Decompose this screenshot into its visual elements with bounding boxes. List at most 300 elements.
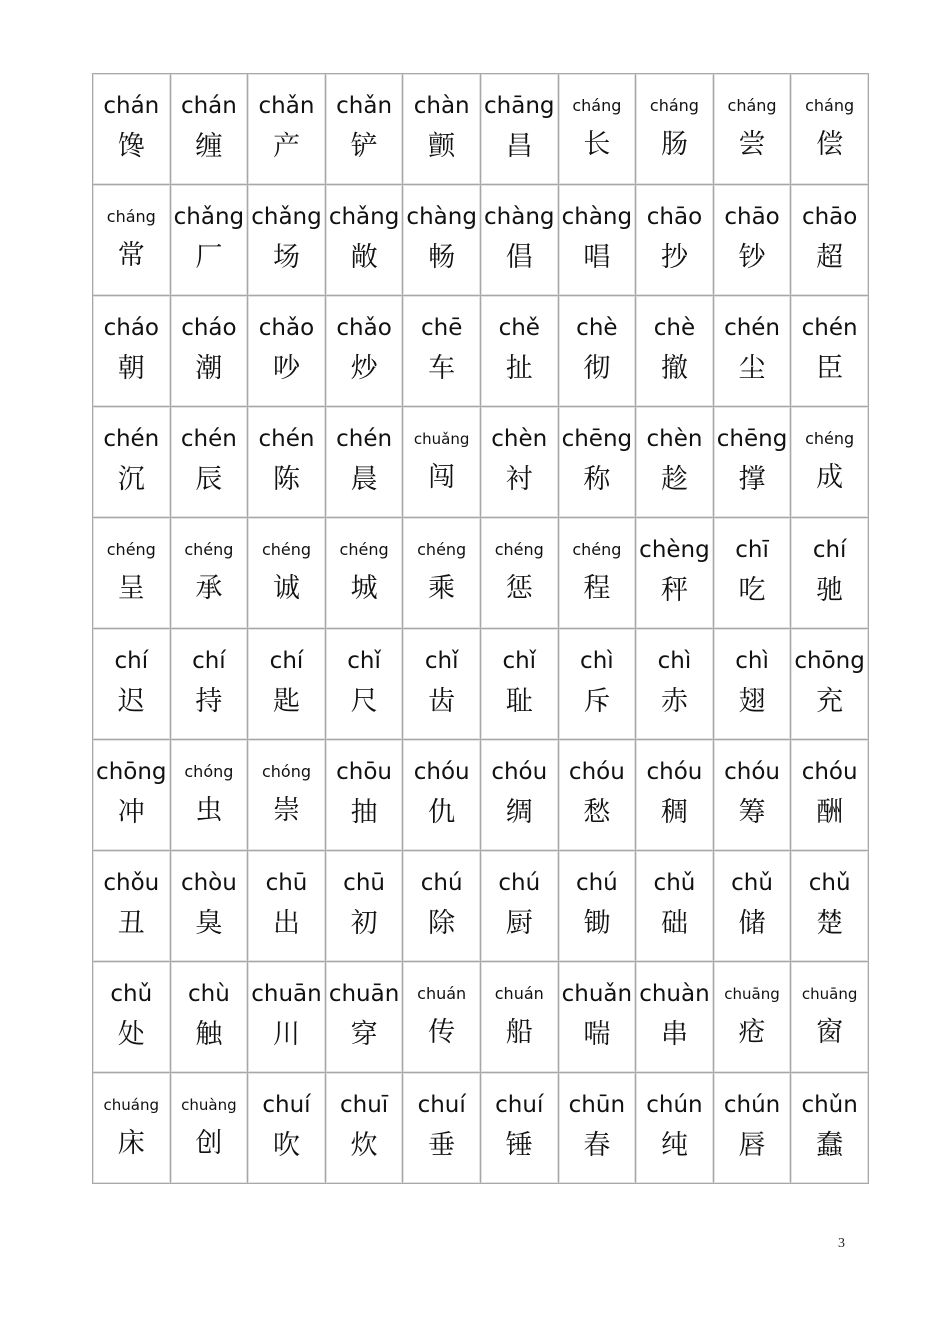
pinyin-label: chú: [575, 870, 618, 896]
pinyin-label: chè: [576, 315, 618, 341]
pinyin-label: chàn: [413, 93, 470, 119]
pinyin-label: chén: [801, 315, 858, 341]
hanzi-character: 耻: [505, 686, 533, 717]
table-row: [93, 518, 869, 629]
pinyin-label: chuī: [339, 1092, 389, 1118]
hanzi-character: 出: [272, 908, 300, 939]
hanzi-character: 倡: [505, 242, 533, 273]
hanzi-character: 疮: [738, 1017, 766, 1048]
character-cell: [558, 740, 636, 851]
character-cell: [558, 518, 636, 629]
hanzi-character: 昌: [505, 131, 533, 162]
table-row: [93, 962, 869, 1073]
pinyin-label: chéng: [339, 540, 389, 559]
character-cell: [480, 185, 558, 296]
pinyin-label: chǎng: [328, 204, 400, 230]
hanzi-character: 尘: [738, 353, 766, 384]
pinyin-label: chǐ: [347, 648, 381, 674]
character-cell: [248, 185, 326, 296]
pinyin-label: chén: [336, 426, 393, 452]
character-cell: [713, 407, 791, 518]
pinyin-label: chéng: [494, 540, 544, 559]
character-cell: [636, 185, 714, 296]
character-cell: [480, 629, 558, 740]
hanzi-character: 撤: [660, 353, 688, 384]
character-cell: [480, 407, 558, 518]
pinyin-label: chí: [269, 648, 304, 674]
pinyin-label: chàng: [561, 204, 633, 230]
character-cell: [93, 296, 171, 407]
pinyin-label: chuán: [417, 984, 467, 1003]
hanzi-character: 陈: [272, 464, 300, 495]
character-cell: [93, 851, 171, 962]
hanzi-character: 厂: [195, 242, 223, 273]
character-cell: [93, 185, 171, 296]
pinyin-label: chī: [735, 537, 769, 563]
character-cell: [558, 629, 636, 740]
pinyin-label: chì: [580, 648, 614, 674]
pinyin-label: chuǎn: [561, 981, 633, 1007]
character-cell: [170, 740, 248, 851]
pinyin-label: chuǎng: [413, 430, 470, 448]
character-cell: [791, 185, 869, 296]
pinyin-label: chǒu: [103, 870, 160, 896]
hanzi-character: 持: [195, 686, 223, 717]
character-cell: [248, 1073, 326, 1184]
character-cell: [170, 296, 248, 407]
pinyin-label: chǎo: [258, 315, 315, 341]
character-cell: [558, 962, 636, 1073]
character-cell: [791, 851, 869, 962]
pinyin-label: chú: [498, 870, 541, 896]
pinyin-label: chuán: [494, 984, 544, 1003]
hanzi-character: 趁: [660, 464, 688, 495]
pinyin-label: chōng: [96, 759, 167, 785]
hanzi-character: 崇: [272, 795, 300, 826]
pinyin-label: chēng: [561, 426, 633, 452]
pinyin-label: cháo: [181, 315, 237, 341]
character-cell: [558, 851, 636, 962]
pinyin-label: chéng: [106, 540, 156, 559]
character-cell: [480, 962, 558, 1073]
hanzi-character: 称: [583, 464, 611, 495]
pinyin-label: chuān: [328, 981, 400, 1007]
pinyin-label: chè: [653, 315, 696, 341]
pinyin-label: chén: [180, 426, 237, 452]
table-body: [93, 74, 869, 1184]
character-cell: [713, 740, 791, 851]
character-cell: [325, 962, 403, 1073]
character-cell: [480, 740, 558, 851]
hanzi-character: 储: [738, 908, 766, 939]
pinyin-label: chì: [657, 648, 692, 674]
hanzi-character: 常: [117, 240, 145, 271]
pinyin-label: cháng: [649, 96, 699, 115]
character-cell: [558, 407, 636, 518]
pinyin-label: chéng: [572, 540, 622, 559]
pinyin-label: chuàn: [639, 981, 710, 1007]
character-cell: [713, 296, 791, 407]
hanzi-character: 斥: [583, 686, 611, 717]
character-cell: [325, 185, 403, 296]
hanzi-character: 炒: [350, 353, 378, 384]
hanzi-character: 扯: [505, 353, 533, 384]
hanzi-character: 衬: [505, 464, 533, 495]
character-cell: [325, 518, 403, 629]
pinyin-label: chāng: [484, 93, 555, 119]
character-cell: [403, 740, 481, 851]
hanzi-character: 秤: [660, 575, 688, 606]
character-cell: [713, 851, 791, 962]
hanzi-character: 彻: [583, 353, 611, 384]
pinyin-label: chuí: [417, 1092, 466, 1118]
table-row: [93, 296, 869, 407]
pinyin-label: chāo: [801, 204, 858, 230]
hanzi-character: 迟: [117, 686, 145, 717]
pinyin-label: chéng: [184, 540, 234, 559]
table-row: [93, 1073, 869, 1184]
table-row: [93, 407, 869, 518]
hanzi-character: 穿: [350, 1019, 378, 1050]
pinyin-label: chù: [187, 981, 230, 1007]
pinyin-label: cháng: [805, 96, 855, 115]
character-cell: [403, 629, 481, 740]
character-cell: [170, 962, 248, 1073]
pinyin-label: chéng: [805, 429, 855, 448]
character-cell: [248, 296, 326, 407]
hanzi-character: 酬: [816, 797, 844, 828]
hanzi-character: 臣: [816, 353, 844, 384]
pinyin-label: chóu: [724, 759, 780, 785]
pinyin-label: chéng: [261, 540, 312, 559]
character-cell: [403, 518, 481, 629]
hanzi-character: 础: [660, 908, 688, 939]
hanzi-character: 锄: [583, 908, 611, 939]
character-cell: [558, 185, 636, 296]
hanzi-character: 尝: [738, 129, 766, 160]
character-cell: [480, 296, 558, 407]
hanzi-character: 除: [428, 908, 456, 939]
hanzi-character: 产: [272, 131, 300, 162]
hanzi-character: 春: [583, 1130, 611, 1161]
character-cell: [791, 962, 869, 1073]
pinyin-label: chàng: [406, 204, 477, 230]
character-cell: [325, 407, 403, 518]
pinyin-label: chě: [498, 315, 540, 341]
hanzi-character: 超: [816, 242, 844, 273]
character-cell: [480, 851, 558, 962]
pinyin-label: chū: [343, 870, 385, 896]
character-cell: [170, 518, 248, 629]
pinyin-label: chí: [812, 537, 847, 563]
character-cell: [636, 1073, 714, 1184]
hanzi-character: 唇: [738, 1130, 766, 1161]
character-cell: [791, 407, 869, 518]
character-cell: [713, 962, 791, 1073]
hanzi-character: 蠢: [816, 1130, 844, 1161]
character-cell: [636, 851, 714, 962]
pinyin-label: chéng: [417, 540, 467, 559]
pinyin-label: chōu: [336, 759, 393, 785]
hanzi-character: 程: [583, 573, 611, 604]
pinyin-label: chí: [114, 648, 149, 674]
pinyin-label: chūn: [568, 1092, 626, 1118]
hanzi-character: 楚: [816, 908, 844, 939]
hanzi-character: 锤: [505, 1130, 533, 1161]
hanzi-character: 绸: [505, 797, 533, 828]
character-cell: [170, 74, 248, 185]
pinyin-character-table: [92, 73, 869, 1184]
pinyin-label: chèn: [491, 426, 548, 452]
pinyin-label: chán: [103, 93, 160, 119]
character-cell: [248, 629, 326, 740]
pinyin-label: chòu: [180, 870, 237, 896]
pinyin-label: chóu: [491, 759, 548, 785]
pinyin-label: chuáng: [103, 1096, 160, 1114]
hanzi-character: 场: [272, 242, 300, 273]
pinyin-label: chèn: [646, 426, 703, 452]
pinyin-label: chǎn: [258, 93, 315, 119]
hanzi-character: 串: [660, 1019, 688, 1050]
hanzi-character: 乘: [428, 573, 456, 604]
character-cell: [558, 1073, 636, 1184]
character-cell: [636, 740, 714, 851]
hanzi-character: 呈: [117, 573, 145, 604]
table-row: [93, 185, 869, 296]
character-cell: [93, 518, 171, 629]
character-cell: [170, 629, 248, 740]
hanzi-character: 吹: [272, 1130, 300, 1161]
hanzi-character: 肠: [660, 129, 688, 160]
pinyin-label: chē: [420, 315, 463, 341]
hanzi-character: 炊: [350, 1130, 378, 1161]
hanzi-character: 初: [350, 908, 378, 939]
pinyin-label: chuí: [495, 1092, 544, 1118]
character-cell: [325, 296, 403, 407]
pinyin-label: cháng: [106, 207, 156, 226]
character-cell: [248, 74, 326, 185]
character-cell: [636, 629, 714, 740]
hanzi-character: 吵: [272, 353, 300, 384]
hanzi-character: 城: [350, 573, 378, 604]
character-cell: [170, 407, 248, 518]
hanzi-character: 臭: [195, 908, 223, 939]
pinyin-label: chǎo: [336, 315, 392, 341]
character-cell: [791, 74, 869, 185]
hanzi-character: 惩: [505, 573, 533, 604]
pinyin-label: chú: [420, 870, 463, 896]
hanzi-character: 赤: [660, 686, 688, 717]
hanzi-character: 喘: [583, 1019, 611, 1050]
hanzi-character: 承: [195, 573, 223, 604]
hanzi-character: 丑: [117, 908, 145, 939]
character-cell: [325, 1073, 403, 1184]
hanzi-character: 冲: [117, 797, 145, 828]
pinyin-label: chún: [646, 1092, 703, 1118]
character-cell: [170, 851, 248, 962]
pinyin-label: chán: [180, 93, 237, 119]
hanzi-character: 窗: [816, 1017, 844, 1048]
hanzi-character: 敞: [350, 242, 378, 273]
hanzi-character: 铲: [350, 131, 378, 162]
hanzi-character: 船: [505, 1017, 533, 1048]
hanzi-character: 处: [117, 1019, 145, 1050]
pinyin-label: chǐ: [502, 648, 537, 674]
hanzi-character: 偿: [816, 129, 844, 160]
hanzi-character: 川: [272, 1019, 300, 1050]
hanzi-character: 撑: [738, 464, 766, 495]
pinyin-label: chǔn: [801, 1092, 858, 1118]
hanzi-character: 齿: [428, 686, 456, 717]
character-cell: [713, 518, 791, 629]
character-cell: [325, 629, 403, 740]
pinyin-label: chóu: [801, 759, 858, 785]
character-cell: [480, 518, 558, 629]
character-cell: [636, 407, 714, 518]
hanzi-character: 诚: [272, 573, 300, 604]
character-cell: [791, 740, 869, 851]
pinyin-label: cháng: [572, 96, 622, 115]
hanzi-character: 匙: [272, 686, 300, 717]
character-cell: [480, 1073, 558, 1184]
hanzi-character: 触: [195, 1019, 223, 1050]
character-cell: [93, 629, 171, 740]
pinyin-label: chóng: [261, 762, 311, 781]
pinyin-label: chǎng: [173, 204, 245, 230]
character-cell: [93, 740, 171, 851]
pinyin-label: chǎng: [251, 204, 322, 230]
pinyin-label: chí: [192, 648, 226, 674]
table-row: [93, 851, 869, 962]
character-cell: [170, 185, 248, 296]
character-cell: [791, 629, 869, 740]
table-row: [93, 74, 869, 185]
character-cell: [713, 185, 791, 296]
pinyin-label: chǔ: [731, 870, 773, 896]
pinyin-label: chóu: [568, 759, 625, 785]
hanzi-character: 抽: [350, 797, 378, 828]
pinyin-label: chū: [265, 870, 308, 896]
character-cell: [636, 296, 714, 407]
character-cell: [558, 74, 636, 185]
character-cell: [93, 1073, 171, 1184]
character-cell: [713, 74, 791, 185]
hanzi-character: 车: [428, 353, 456, 384]
character-cell: [636, 74, 714, 185]
hanzi-character: 成: [816, 462, 844, 493]
hanzi-character: 床: [117, 1128, 145, 1159]
hanzi-character: 虫: [195, 795, 223, 826]
hanzi-character: 晨: [350, 464, 378, 495]
pinyin-label: chǔ: [808, 870, 851, 896]
character-cell: [248, 851, 326, 962]
character-cell: [403, 1073, 481, 1184]
pinyin-label: chuí: [262, 1092, 311, 1118]
character-cell: [636, 518, 714, 629]
pinyin-label: chuàng: [181, 1096, 237, 1114]
hanzi-character: 抄: [660, 242, 688, 273]
pinyin-label: chǔ: [110, 981, 153, 1007]
hanzi-character: 缠: [195, 131, 223, 162]
pinyin-label: chún: [723, 1092, 781, 1118]
character-cell: [791, 296, 869, 407]
character-cell: [93, 962, 171, 1073]
character-cell: [713, 1073, 791, 1184]
pinyin-label: cháo: [103, 315, 159, 341]
hanzi-character: 驰: [816, 575, 844, 606]
pinyin-label: chǐ: [424, 648, 459, 674]
pinyin-label: chāo: [646, 204, 703, 230]
hanzi-character: 长: [583, 129, 611, 160]
character-cell: [325, 740, 403, 851]
character-cell: [93, 74, 171, 185]
hanzi-character: 唱: [583, 242, 611, 273]
hanzi-character: 畅: [428, 242, 456, 273]
hanzi-character: 朝: [117, 353, 145, 384]
hanzi-character: 创: [195, 1128, 223, 1159]
character-cell: [248, 518, 326, 629]
character-cell: [403, 962, 481, 1073]
hanzi-character: 吃: [738, 575, 766, 606]
pinyin-label: chóu: [646, 759, 703, 785]
pinyin-label: chóu: [413, 759, 470, 785]
character-cell: [325, 851, 403, 962]
hanzi-character: 闯: [428, 462, 456, 493]
pinyin-label: chóng: [184, 762, 234, 781]
character-cell: [403, 296, 481, 407]
table-row: [93, 740, 869, 851]
pinyin-label: chēng: [716, 426, 788, 452]
pinyin-label: chì: [735, 648, 769, 674]
hanzi-character: 翅: [738, 686, 766, 717]
pinyin-label: chǔ: [653, 870, 696, 896]
character-cell: [558, 296, 636, 407]
character-cell: [480, 74, 558, 185]
character-cell: [248, 740, 326, 851]
character-cell: [248, 407, 326, 518]
pinyin-label: chén: [258, 426, 315, 452]
character-cell: [325, 74, 403, 185]
hanzi-character: 筹: [738, 797, 766, 828]
character-cell: [248, 962, 326, 1073]
pinyin-label: chàng: [484, 204, 555, 230]
pinyin-label: chén: [103, 426, 160, 452]
hanzi-character: 潮: [195, 353, 223, 384]
hanzi-character: 稠: [660, 797, 688, 828]
pinyin-label: chuāng: [724, 985, 780, 1003]
pinyin-label: chǎn: [336, 93, 393, 119]
character-cell: [713, 629, 791, 740]
pinyin-label: chōng: [794, 648, 865, 674]
character-cell: [403, 74, 481, 185]
character-cell: [403, 185, 481, 296]
hanzi-character: 颤: [428, 131, 456, 162]
pinyin-label: cháng: [727, 96, 777, 115]
character-cell: [93, 407, 171, 518]
pinyin-label: chuān: [251, 981, 322, 1007]
hanzi-character: 尺: [350, 686, 378, 717]
hanzi-character: 辰: [195, 464, 223, 495]
hanzi-character: 馋: [117, 131, 145, 162]
table-row: [93, 629, 869, 740]
hanzi-character: 沉: [117, 464, 145, 495]
hanzi-character: 钞: [738, 242, 766, 273]
hanzi-character: 充: [816, 686, 844, 717]
character-cell: [636, 962, 714, 1073]
character-cell: [791, 1073, 869, 1184]
hanzi-character: 传: [428, 1017, 456, 1048]
hanzi-character: 愁: [583, 797, 611, 828]
